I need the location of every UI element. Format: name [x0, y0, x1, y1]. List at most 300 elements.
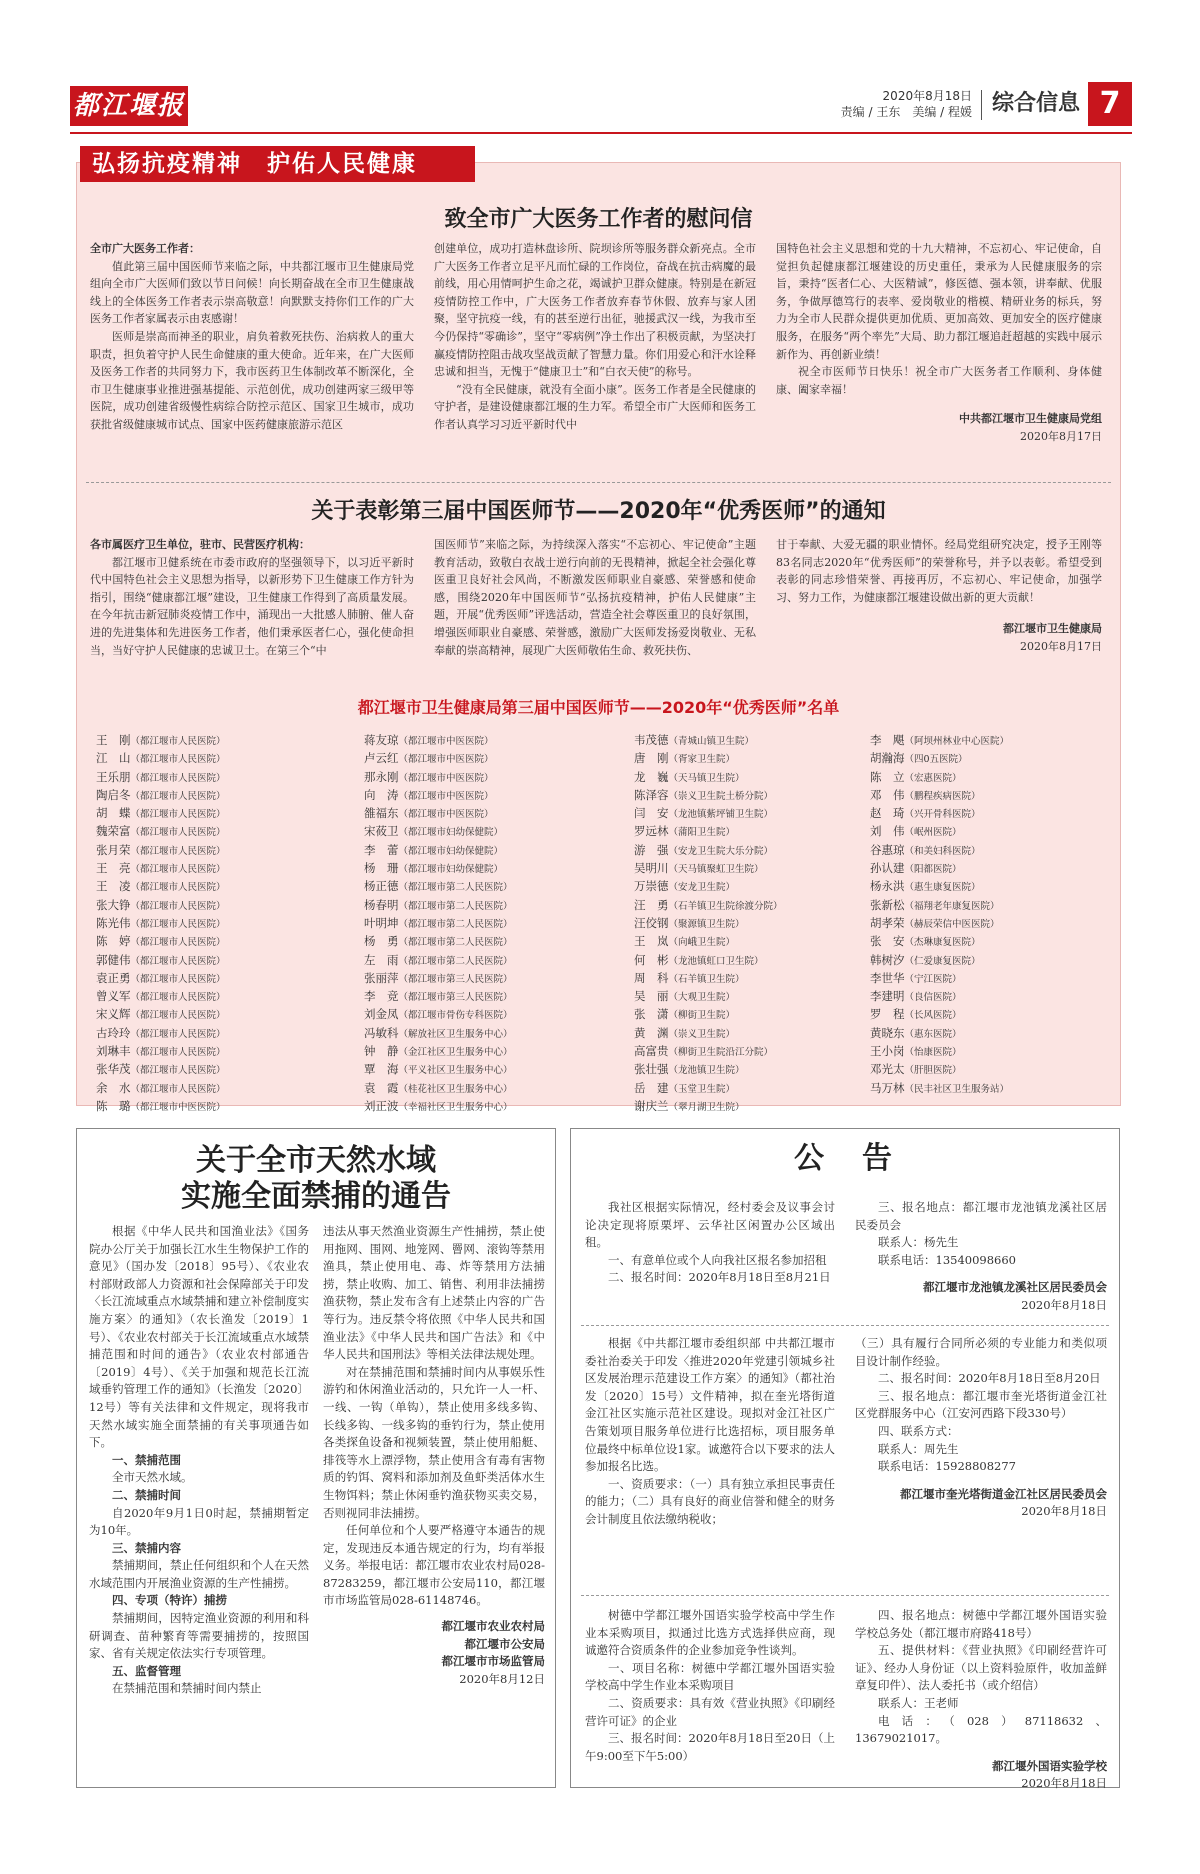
doctor-name: 那永刚	[364, 769, 399, 784]
doctor-institution: （石羊镇卫生院）	[668, 973, 745, 985]
doctor-institution: （都江堰市第三人民医院）	[398, 973, 513, 985]
doctor-name: 邓 伟	[870, 787, 905, 802]
header-date-editors	[841, 88, 972, 120]
doctor-institution: （兴开骨科医院）	[904, 809, 981, 821]
doctor-institution: （都江堰市人民医院）	[130, 937, 226, 949]
doctor-name: 吴明川	[634, 861, 669, 876]
roster-entry	[364, 878, 513, 896]
paragraph: 四、报名地点：树德中学都江堰外国语实验学校总务处（都江堰市府路418号）	[855, 1608, 1107, 1640]
doctor-name: 游 强	[634, 842, 669, 857]
roster-entry	[364, 769, 513, 787]
roster-entry	[96, 897, 226, 915]
paragraph: 违法从事天然渔业资源生产性捕捞，禁止使用拖网、围网、地笼网、罾网、滚钩等禁用渔具，禁止使用电、毒、炸等禁用方法捕捞，禁止收购、加工、销售、利用非法捕捞渔获物，禁止发布含有上述禁止内容的广告等行为。违反禁令将依照《中华人民共和国渔业法》《中华人民共和国广告法》和《中华人民共和国刑法》等相关法律法规处理。	[323, 1224, 545, 1362]
letter-paragraph: 祝全市医师节日快乐！祝全市广大医务者工作顺利、身体健康、阖家幸福！	[776, 365, 1102, 396]
doctor-name: 胡孝荣	[870, 915, 905, 930]
notice-col-1	[90, 536, 414, 659]
doctor-name: 王 岚	[634, 934, 669, 949]
doctor-name: 汪 勇	[634, 897, 669, 912]
doctor-name: 冯敏科	[364, 1025, 399, 1040]
roster-entry	[870, 1043, 1009, 1061]
doctor-institution: （都江堰市人民医院）	[130, 955, 226, 967]
doctor-institution: （都江堰市人民医院）	[130, 1047, 226, 1059]
doctor-institution: （福翔老年康复医院）	[904, 900, 1000, 912]
doctor-name: 王 凌	[96, 879, 131, 894]
doctor-institution: （大观卫生院）	[668, 992, 736, 1004]
doctor-institution: （都江堰市人民医院）	[130, 827, 226, 839]
doctor-name: 杨春明	[364, 897, 399, 912]
doctor-institution: （惠生康复医院）	[904, 882, 981, 894]
paragraph: 树德中学都江堰外国语实验学校高中学生作业本采购项目，拟通过比选方式选择供应商，现诚邀符合资质条件的企业参加竞争性谈判。	[585, 1608, 835, 1658]
roster-entry	[364, 732, 513, 750]
page-header	[70, 82, 1132, 134]
paragraph: 联系电话：13540098660	[878, 1252, 1016, 1267]
doctor-name: 李世华	[870, 970, 905, 985]
letter-paragraph: 创建单位，成功打造林盘诊所、院坝诊所等服务群众新亮点。全市广大医务工作者立足平凡而忙碌的工作岗位，奋战在抗击病魔的最前线，用心用情呵护生命之花，竭诚护卫群众健康。特别是在新冠疫情防控工作中，广大医务工作者放弃春节休假、放弃与家人团聚，坚守抗疫一线，有的甚至逆行出征，驰援武汉一线，为我市至今仍保持“零确诊”，坚守“零病例”净土作出了积极贡献，为坚决打赢疫情防控阻击战攻坚战贡献了智慧力量。你们用爱心和汗水诠释忠诚和担当，无愧于“健康卫士”和“白衣天使”的称号。	[434, 242, 756, 379]
roster-entry	[870, 805, 1009, 823]
doctor-name: 万崇德	[634, 879, 669, 894]
letter-salutation: 全市广大医务工作者：	[90, 242, 200, 255]
roster-entry	[870, 750, 1009, 768]
doctor-name: 陈光伟	[96, 915, 131, 930]
doctor-institution: （崇义卫生院）	[668, 1028, 736, 1040]
doctor-name: 唐 刚	[634, 751, 669, 766]
roster-entry	[96, 805, 226, 823]
doctor-institution: （都江堰市人民医院）	[130, 772, 226, 784]
roster-column	[870, 732, 1009, 1098]
doctor-institution: （岷州医院）	[904, 827, 962, 839]
doctor-name: 杨 珊	[364, 861, 399, 876]
signature-date: 2020年8月18日	[1021, 1297, 1107, 1312]
doctor-name: 高富贵	[634, 1044, 669, 1059]
roster-entry	[364, 1098, 513, 1116]
roster-entry	[96, 769, 226, 787]
doctor-institution: （都江堰市人民医院）	[130, 992, 226, 1004]
roster-entry	[870, 823, 1009, 841]
paragraph: 四、联系方式：	[878, 1423, 959, 1438]
doctor-institution: （龙池镇卫生院）	[668, 1065, 745, 1077]
announcement-title: 公 告	[794, 1141, 896, 1176]
doctor-name: 陶启冬	[96, 787, 131, 802]
section-heading: 二、禁捕时间	[112, 1487, 181, 1502]
signature: 都江堰市农业农村局	[441, 1619, 545, 1634]
roster-entry	[96, 750, 226, 768]
notice-col-2	[434, 536, 756, 659]
doctor-name: 王乐朋	[96, 769, 131, 784]
roster-entry	[870, 1006, 1009, 1024]
doctor-name: 张大铮	[96, 897, 131, 912]
signature: 都江堰市奎光塔街道金江社区居民委员会	[900, 1486, 1107, 1501]
doctor-institution: （惠东医院）	[904, 1028, 962, 1040]
doctor-institution: （龙池镇紫坪铺卫生院）	[668, 809, 774, 821]
roster-entry	[634, 769, 783, 787]
header-divider	[981, 90, 982, 120]
doctor-institution: （宏惠医院）	[904, 772, 962, 784]
paragraph: 任何单位和个人要严格遵守本通告的规定，发现违反本通告规定的行为，均有举报义务。举报电话：都江堰市农业农村局028-87283259，都江堰市公安局110，都江堰市市场监管局028-61148746。	[323, 1523, 545, 1608]
doctor-institution: （都江堰市第三人民医院）	[398, 992, 513, 1004]
roster-entry	[364, 897, 513, 915]
signature: 都江堰市公安局	[464, 1636, 545, 1651]
fishing-title	[77, 1143, 555, 1215]
roster-entry	[870, 878, 1009, 896]
doctor-institution: （都江堰市人民医院）	[130, 1010, 226, 1022]
doctor-institution: （都江堰市妇幼保健院）	[398, 827, 504, 839]
issue-date: 2020年8月18日	[882, 89, 972, 103]
roster-entry	[96, 915, 226, 933]
roster-entry	[634, 805, 783, 823]
paragraph: 禁捕期间，因特定渔业资源的利用和科研调查、苗种繁育等需要捕捞的，按照国家、省有关规定依法实行专项管理。	[89, 1611, 309, 1661]
paragraph: 三、报名地点：都江堰市奎光塔街道金江社区党群服务中心（江安河西路下段330号）	[855, 1388, 1107, 1421]
roster-entry	[634, 915, 783, 933]
announcement-2-left	[585, 1335, 835, 1529]
roster-entry	[634, 787, 783, 805]
doctor-institution: （杰琳康复医院）	[904, 937, 981, 949]
roster-entry	[96, 970, 226, 988]
paragraph: 在禁捕范围和禁捕时间内禁止	[112, 1681, 262, 1696]
roster-entry	[870, 732, 1009, 750]
doctor-name: 韩树汐	[870, 952, 905, 967]
roster-entry	[634, 842, 783, 860]
doctor-name: 郭健伟	[96, 952, 131, 967]
fishing-col-2	[323, 1223, 545, 1688]
roster-entry	[634, 1025, 783, 1043]
doctor-institution: （四0五医院）	[904, 754, 968, 766]
roster-entry	[96, 933, 226, 951]
paragraph: 全市天然水域。	[112, 1470, 193, 1485]
doctor-name: 李 蕾	[364, 842, 399, 857]
notice-paragraph: 都江堰市卫健系统在市委市政府的坚强领导下，以习近平新时代中国特色社会主义思想为指导，以新形势下卫生健康工作方针为指引，围绕“健康都江堰”建设，卫生健康工作得到了高质量发展。在今年抗击新冠肺炎疫情工作中，涌现出一大批感人肺腑、催人奋进的先进集体和先进医务工作者，他们秉承医者仁心，强化使命担当，当好守护人民健康的忠诚卫士。在第三个“中	[90, 555, 414, 657]
doctor-name: 古玲玲	[96, 1025, 131, 1040]
letter-paragraph: 值此第三届中国医师节来临之际，中共都江堰市卫生健康局党组向全市广大医师们致以节日问候！向长期奋战在全市卫生健康战线上的全体医务工作者表示崇高敬意！向默默支持你们工作的广大医务工作者家属表示由衷感谢！	[90, 259, 414, 326]
paragraph: 一、资质要求：（一）具有独立承担民事责任的能力；（二）具有良好的商业信誉和健全的财务会计制度且依法缴纳税收；	[585, 1476, 835, 1526]
fishing-col-1	[89, 1223, 309, 1698]
doctor-name: 刘琳丰	[96, 1044, 131, 1059]
doctor-name: 谷惠琼	[870, 842, 905, 857]
paragraph: 禁捕期间，禁止任何组织和个人在天然水域范围内开展渔业资源的生产性捕捞。	[89, 1558, 309, 1590]
roster-entry	[634, 897, 783, 915]
doctor-name: 马万林	[870, 1080, 905, 1095]
roster-column	[96, 732, 226, 1116]
doctor-name: 杨 勇	[364, 934, 399, 949]
announcement-box	[570, 1128, 1120, 1791]
doctor-name: 王小岗	[870, 1044, 905, 1059]
paragraph: 联系电话：15928808277	[878, 1459, 1016, 1474]
roster-entry	[870, 860, 1009, 878]
notice-salutation: 各市属医疗卫生单位，驻市、民营医疗机构：	[90, 538, 310, 551]
roster-entry	[364, 952, 513, 970]
paragraph: 联系人：杨先生	[878, 1235, 959, 1250]
doctor-name: 张新松	[870, 897, 905, 912]
doctor-institution: （都江堰市中医医院）	[130, 1101, 226, 1113]
announcement-1-left	[585, 1199, 835, 1287]
roster-entry	[870, 897, 1009, 915]
doctor-institution: （安龙卫生院大乐分院）	[668, 845, 774, 857]
roster-entry	[870, 769, 1009, 787]
section-divider	[86, 482, 1111, 483]
doctor-name: 岳 建	[634, 1080, 669, 1095]
doctor-institution: （安龙卫生院）	[668, 882, 736, 894]
doctor-institution: （民丰社区卫生服务站）	[904, 1083, 1010, 1095]
paragraph: 我社区根据实际情况，经村委会及议事会讨论决定现将原栗坪、云华社区闲置办公区域出租。	[585, 1200, 835, 1250]
section-heading: 五、监督管理	[112, 1663, 181, 1678]
paragraph: 一、有意单位或个人向我社区报名参加招租	[608, 1252, 827, 1267]
doctor-institution: （龙池镇虹口卫生院）	[668, 955, 764, 967]
doctor-name: 张 潇	[634, 1007, 669, 1022]
roster-entry	[870, 787, 1009, 805]
doctor-institution: （玉堂卫生院）	[668, 1083, 736, 1095]
paragraph: 根据《中共都江堰市委组织部 中共都江堰市委社治委关于印发〈推进2020年党建引领城乡社区发展治理示范建设工作方案〉的通知》（都社治发〔2020〕15号）文件精神，拟在奎光塔街道金江社区实施示范社区建设。现拟对金江社区广告策划项目服务单位进行比选招标，项目服务单位最终中标单位设1家。诚邀符合以下要求的法人参加报名比选。	[585, 1336, 835, 1474]
doctor-institution: （石羊镇卫生院徐渡分院）	[668, 900, 783, 912]
doctor-institution: （都江堰市人民医院）	[130, 1065, 226, 1077]
roster-entry	[634, 823, 783, 841]
paragraph: 电话：（028）87118632、13679021017。	[855, 1713, 1107, 1746]
doctor-institution: （都江堰市人民医院）	[130, 1028, 226, 1040]
doctor-name: 龙 巍	[634, 769, 669, 784]
doctor-institution: （仁爱康复医院）	[904, 955, 981, 967]
doctor-name: 赵 琦	[870, 806, 905, 821]
roster-entry	[364, 1025, 513, 1043]
doctor-name: 孙认建	[870, 861, 905, 876]
doctor-institution: （桂花社区卫生服务中心）	[398, 1083, 513, 1095]
doctor-name: 胡瀚海	[870, 751, 905, 766]
doctor-name: 袁 霞	[364, 1080, 399, 1095]
signature: 都江堰外国语实验学校	[992, 1758, 1107, 1773]
fishing-ban-notice	[76, 1128, 556, 1788]
letter-title: 致全市广大医务工作者的慰问信	[444, 207, 753, 232]
doctor-institution: （都江堰市妇幼保健院）	[398, 845, 504, 857]
doctor-institution: （阳都医院）	[904, 864, 962, 876]
doctor-name: 陈 璐	[96, 1098, 131, 1113]
roster-entry	[96, 732, 226, 750]
roster-entry	[364, 988, 513, 1006]
doctor-name: 刘金凤	[364, 1007, 399, 1022]
announcement-2-right	[855, 1335, 1107, 1521]
roster-entry	[96, 1080, 226, 1098]
roster-entry	[96, 823, 226, 841]
doctor-name: 邓光太	[870, 1062, 905, 1077]
roster-entry	[364, 842, 513, 860]
roster-entry	[96, 787, 226, 805]
doctor-name: 张壮强	[634, 1062, 669, 1077]
doctor-name: 雒福东	[364, 806, 399, 821]
doctor-institution: （都江堰市第二人民医院）	[398, 918, 513, 930]
roster-entry	[96, 952, 226, 970]
doctor-name: 黄晓东	[870, 1025, 905, 1040]
roster-entry	[96, 1098, 226, 1116]
roster-entry	[634, 1043, 783, 1061]
roster-entry	[364, 750, 513, 768]
doctor-name: 左 雨	[364, 952, 399, 967]
doctor-name: 韦茂德	[634, 733, 669, 747]
doctor-institution: （金江社区卫生服务中心）	[398, 1047, 513, 1059]
feature-banner: 弘扬抗疫精神 护佑人民健康	[80, 146, 475, 182]
letter-col-2	[434, 240, 756, 434]
roster-entry	[634, 750, 783, 768]
doctor-institution: （都江堰市人民医院）	[130, 754, 226, 766]
roster-entry	[364, 1006, 513, 1024]
roster-entry	[870, 915, 1009, 933]
paragraph: （三）具有履行合同所必须的专业能力和类似项目设计制作经验。	[855, 1336, 1107, 1368]
doctor-name: 张 安	[870, 934, 905, 949]
doctor-institution: （崇义卫生院土桥分院）	[668, 790, 774, 802]
doctor-name: 曾义军	[96, 989, 131, 1004]
section-name: 综合信息	[991, 91, 1080, 116]
doctor-institution: （鹏程疾病医院）	[904, 790, 981, 802]
roster-entry	[96, 1025, 226, 1043]
section-heading: 四、专项（特许）捕捞	[112, 1593, 227, 1608]
section-heading: 一、禁捕范围	[112, 1452, 181, 1467]
letter-col-1	[90, 240, 414, 434]
doctor-name: 黄 渊	[634, 1025, 669, 1040]
paragraph: 根据《中华人民共和国渔业法》《国务院办公厅关于加强长江水生生物保护工作的意见》（国办发〔2018〕95号）、《农业农村部财政部人力资源和社会保障部关于印发〈长江流域重点水域禁捕和建立补偿制度实施方案〉的通知》（农长渔发〔2019〕1号）、《农业农村部关于长江流域重点水域禁捕范围和时间的通告》（农业农村部通告〔2019〕4号）、《关于加强和规范长江流域垂钓管理工作的通知》（长渔发〔2020〕12号）等有关法律和文件规定，现将我市天然水域实施全面禁捕的有关事项通告如下。	[89, 1224, 309, 1450]
announcement-divider	[581, 1325, 1109, 1326]
roster-entry	[96, 1006, 226, 1024]
announcement-3-left	[585, 1607, 835, 1765]
paragraph: 二、报名时间：2020年8月18日至8月21日	[608, 1270, 831, 1285]
roster-entry	[364, 1061, 513, 1079]
fishing-title-line: 实施全面禁捕的通告	[181, 1179, 451, 1214]
paragraph: 二、资质要求：具有效《营业执照》《印刷经营许可证》的企业	[585, 1695, 835, 1728]
doctor-institution: （和美妇科医院）	[904, 845, 981, 857]
doctor-name: 叶明坤	[364, 915, 399, 930]
doctor-institution: （聚源镇卫生院）	[668, 918, 745, 930]
doctor-name: 刘正波	[364, 1098, 399, 1113]
roster-entry	[634, 1061, 783, 1079]
roster-entry	[364, 1080, 513, 1098]
doctor-institution: （都江堰市第二人民医院）	[398, 955, 513, 967]
doctor-institution: （蒲阳卫生院）	[668, 827, 736, 839]
roster-entry	[364, 787, 513, 805]
section-heading: 三、禁捕内容	[112, 1540, 181, 1555]
doctor-institution: （解放社区卫生服务中心）	[398, 1028, 513, 1040]
doctor-institution: （都江堰市人民医院）	[130, 845, 226, 857]
letter-date: 2020年8月17日	[1020, 429, 1102, 443]
doctor-institution: （天马镇卫生院）	[668, 772, 745, 784]
roster-entry	[364, 1043, 513, 1061]
header-rule	[70, 132, 1132, 134]
doctor-name: 罗远林	[634, 824, 669, 839]
roster-entry	[870, 933, 1009, 951]
doctor-institution: （天马镇聚虹卫生院）	[668, 864, 764, 876]
signature-date: 2020年8月18日	[1021, 1776, 1107, 1791]
doctor-institution: （肝胆医院）	[904, 1065, 962, 1077]
doctor-name: 江 山	[96, 751, 131, 766]
letter-paragraph: 医师是崇高而神圣的职业，肩负着救死扶伤、治病救人的重大职责，担负着守护人民生命健康的重大使命。近年来，在广大医师及医务工作者的共同努力下，我市医药卫生体制改革不断深化，全市卫生健康事业推进强基提能、示范创优，成功创建两家三级甲等医院，成功创建省级慢性病综合防控示范区、国家卫生城市，成功获批省级健康城市试点、国家中医药健康旅游示范区	[90, 329, 414, 431]
doctor-name: 闫 安	[634, 806, 669, 821]
doctor-name: 张华茂	[96, 1062, 131, 1077]
doctor-institution: （都江堰市第二人民医院）	[398, 882, 513, 894]
notice-date: 2020年8月17日	[1020, 639, 1102, 653]
doctor-institution: （都江堰市中医医院）	[398, 754, 494, 766]
doctor-name: 宋义辉	[96, 1007, 131, 1022]
notice-paragraph: 国医师节”来临之际，为持续深入落实“不忘初心、牢记使命”主题教育活动，致敬白衣战士逆行向前的无畏精神，掀起全社会强化尊医重卫良好社会风尚，不断激发医师职业自豪感、荣誉感和使命感，围绕2020年中国医师节“弘扬抗疫精神，护佑人民健康”主题，开展“优秀医师”评选活动，营造全社会尊医重卫的良好氛围，增强医师职业自豪感、荣誉感，激励广大医师发扬爱岗敬业、无私奉献的崇高精神，展现广大医师敬佑生命、救死扶伤、	[434, 538, 756, 657]
doctor-name: 陈 立	[870, 769, 905, 784]
fishing-title-line: 关于全市天然水域	[196, 1143, 436, 1178]
doctor-institution: （都江堰市人民医院）	[130, 790, 226, 802]
roster-entry	[634, 933, 783, 951]
newspaper-logo: 都江堰报	[70, 86, 188, 126]
doctor-name: 蒋友琼	[364, 733, 399, 747]
roster-entry	[364, 933, 513, 951]
doctor-name: 卢云红	[364, 751, 399, 766]
roster-entry	[870, 842, 1009, 860]
notice-title: 关于表彰第三届中国医师节——2020年“优秀医师”的通知	[311, 499, 886, 524]
doctor-name: 罗 程	[870, 1007, 905, 1022]
roster-entry	[634, 952, 783, 970]
roster-entry	[634, 970, 783, 988]
doctor-institution: （宁江医院）	[904, 973, 962, 985]
roster-entry	[634, 1006, 783, 1024]
doctor-institution: （长风医院）	[904, 1010, 962, 1022]
roster-entry	[364, 805, 513, 823]
doctor-institution: （青城山镇卫生院）	[668, 736, 755, 747]
paragraph: 联系人：王老师	[878, 1695, 959, 1710]
doctor-name: 汪佼钢	[634, 915, 669, 930]
doctor-name: 覃 海	[364, 1062, 399, 1077]
paragraph: 一、项目名称：树德中学都江堰外国语实验学校高中学生作业本采购项目	[585, 1660, 835, 1693]
paragraph: 对在禁捕范围和禁捕时间内从事娱乐性游钓和休闲渔业活动的，只允许一人一杆、一线、一钩（单钩），禁止使用多线多钩、长线多钩、一线多钩的垂钓行为，禁止使用各类探鱼设备和视频装置，禁止使用船艇、排筏等水上漂浮物，禁止使用含有毒有害物质的钓饵、窝料和添加剂及鱼虾类活体水生生物饵料；禁止休闲垂钓渔获物买卖交易，否则视同非法捕捞。	[323, 1364, 545, 1520]
roster-entry	[634, 878, 783, 896]
page-number: 7	[1088, 82, 1132, 126]
roster-entry	[96, 988, 226, 1006]
doctor-institution: （都江堰市人民医院）	[130, 900, 226, 912]
doctor-institution: （良信医院）	[904, 992, 962, 1004]
roster-entry	[96, 860, 226, 878]
roster-entry	[634, 1080, 783, 1098]
doctor-name: 周 科	[634, 970, 669, 985]
letter-signature: 中共都江堰市卫生健康局党组	[959, 412, 1102, 426]
doctor-name: 钟 静	[364, 1044, 399, 1059]
doctor-institution: （翠月湖卫生院）	[668, 1101, 745, 1113]
paragraph: 联系人：周先生	[878, 1441, 959, 1456]
doctor-institution: （都江堰市第二人民医院）	[398, 900, 513, 912]
signature: 都江堰市市场监管局	[441, 1654, 545, 1669]
roster-entry	[96, 842, 226, 860]
notice-paragraph: 甘于奉献、大爱无疆的职业情怀。经局党组研究决定，授予王刚等83名同志2020年“优秀医师”的荣誉称号，并予以表彰。希望受到表彰的同志珍惜荣誉、再接再厉，不忘初心、牢记使命，加强学习、努力工作，为健康都江堰建设做出新的更大贡献！	[776, 538, 1102, 604]
doctor-institution: （平义社区卫生服务中心）	[398, 1065, 513, 1077]
doctor-name: 魏荣富	[96, 824, 131, 839]
doctor-institution: （柳街卫生院沿江分院）	[668, 1047, 774, 1059]
roster-entry	[96, 878, 226, 896]
letter-paragraph: 国特色社会主义思想和党的十九大精神，不忘初心、牢记使命，自觉担负起健康都江堰建设的历史重任，秉承为人民健康服务的宗旨，秉持“医者仁心、大医精诚”，修医德、强本领，讲奉献、优服务，争做厚德笃行的表率、爱岗敬业的楷模、精研业务的标兵，努力为全市人民群众提供更加优质、更加高效、更加安全的医疗健康服务，在服务“两个率先”大局、助力都江堰追赶超越的实践中展示新作为、再创新业绩！	[776, 242, 1102, 361]
doctor-institution: （都江堰市骨伤专科医院）	[398, 1010, 513, 1022]
roster-entry	[634, 732, 783, 750]
doctor-institution: （赫辰荣信中医医院）	[904, 918, 1000, 930]
doctor-institution: （阿坝州林业中心医院）	[904, 736, 1010, 747]
roster-entry	[870, 970, 1009, 988]
roster-column	[364, 732, 513, 1116]
announcement-1-right	[855, 1199, 1107, 1315]
doctor-name: 余 水	[96, 1080, 131, 1095]
doctor-name: 何 彬	[634, 952, 669, 967]
notice-col-3	[776, 536, 1102, 656]
signature-date: 2020年8月18日	[1021, 1504, 1107, 1519]
roster-entry	[870, 952, 1009, 970]
doctor-institution: （都江堰市第二人民医院）	[398, 937, 513, 949]
doctor-name: 张丽萍	[364, 970, 399, 985]
doctor-name: 杨正德	[364, 879, 399, 894]
doctor-institution: （都江堰市妇幼保健院）	[398, 864, 504, 876]
roster-entry	[870, 1080, 1009, 1098]
doctor-institution: （都江堰市人民医院）	[130, 882, 226, 894]
notice-signature: 都江堰市卫生健康局	[1003, 622, 1102, 636]
doctor-institution: （都江堰市人民医院）	[130, 1083, 226, 1095]
roster-entry	[364, 915, 513, 933]
doctor-name: 宋莜卫	[364, 824, 399, 839]
doctor-name: 张月荣	[96, 842, 131, 857]
roster-entry	[870, 1025, 1009, 1043]
roster-title: 都江堰市卫生健康局第三届中国医师节——2020年“优秀医师”名单	[357, 698, 840, 717]
editors: 责编 / 王东 美编 / 程媛	[840, 105, 972, 119]
